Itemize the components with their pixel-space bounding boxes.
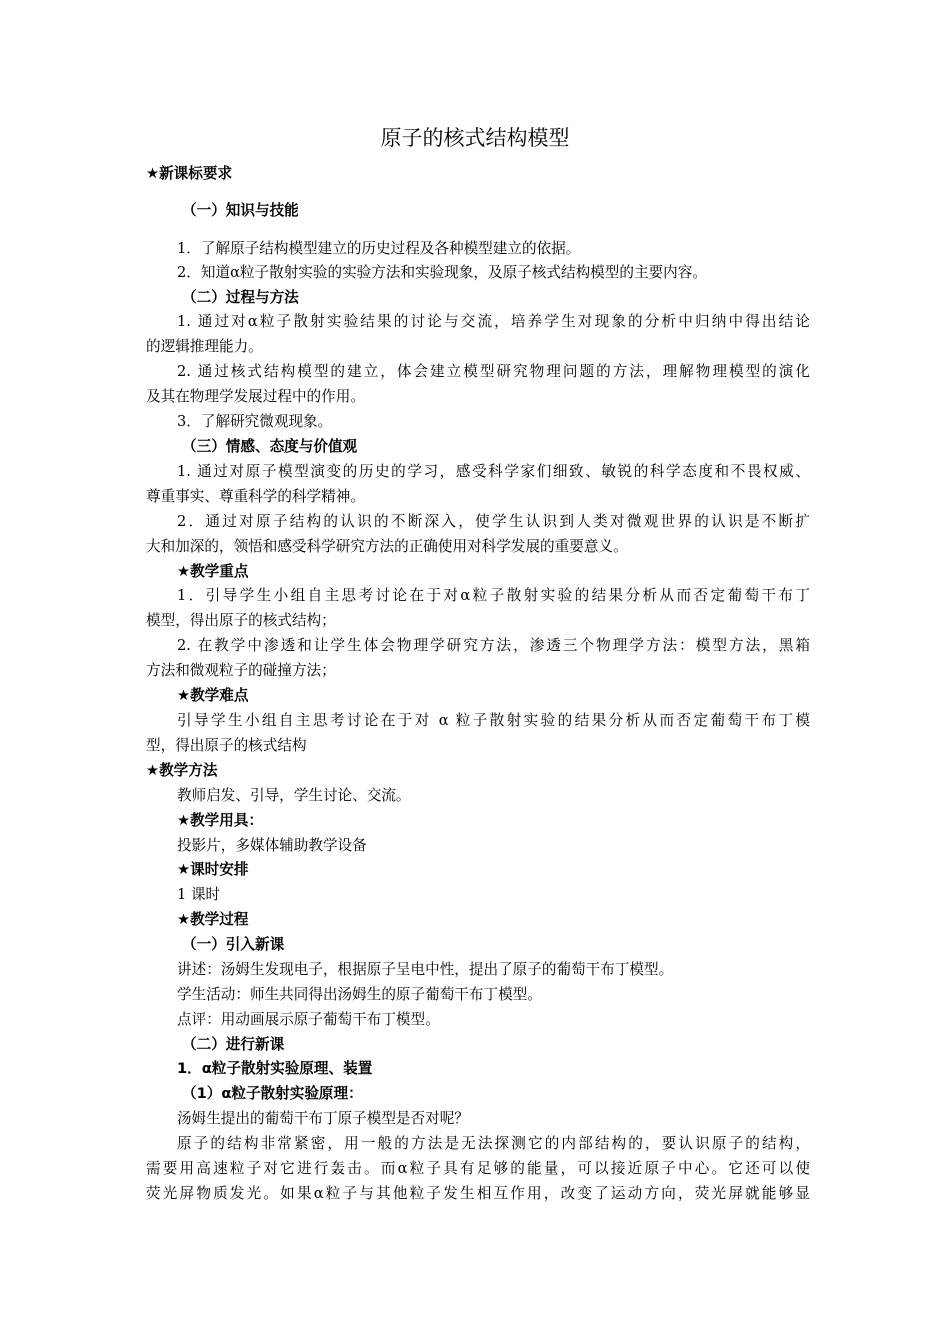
subheading-principle: （1）α粒子散射实验原理： bbox=[182, 1085, 363, 1102]
paragraph-line: 荧光屏物质发光。如果α粒子与其他粒子发生相互作用，改变了运动方向，荧光屏就能够显 bbox=[146, 1185, 810, 1202]
subheading-process: （二）过程与方法 bbox=[182, 289, 299, 306]
paragraph-line: 1．引导学生小组自主思考讨论在于对α粒子散射实验的结果分析从而否定葡萄干布丁 bbox=[177, 587, 810, 604]
paragraph-line: 模型，得出原子的核式结构； bbox=[146, 612, 336, 629]
subheading-knowledge: （一）知识与技能 bbox=[182, 202, 299, 219]
document-title: 原子的核式结构模型 bbox=[380, 126, 570, 150]
paragraph-line: 2．通过对原子结构的认识的不断深入，使学生认识到人类对微观世界的认识是不断扩 bbox=[177, 513, 810, 530]
heading-standards: ★新课标要求 bbox=[146, 165, 233, 182]
paragraph-line: 1．了解原子结构模型建立的历史过程及各种模型建立的依据。 bbox=[177, 240, 581, 257]
paragraph-line: 1. 通过对α粒子散射实验结果的讨论与交流，培养学生对现象的分析中归纳中得出结论 bbox=[177, 313, 810, 330]
subheading-new-lesson: （二）进行新课 bbox=[182, 1036, 285, 1053]
paragraph-line: 学生活动：师生共同得出汤姆生的原子葡萄干布丁模型。 bbox=[177, 986, 542, 1003]
paragraph-line: 2. 在教学中渗透和让学生体会物理学研究方法，渗透三个物理学方法：模型方法，黑箱 bbox=[177, 637, 810, 654]
paragraph-line: 2．知道α粒子散射实验的实验方法和实验现象，及原子核式结构模型的主要内容。 bbox=[177, 264, 707, 281]
paragraph-line: 引导学生小组自主思考讨论在于对 α 粒子散射实验的结果分析从而否定葡萄干布丁模 bbox=[177, 712, 810, 729]
subheading-introduction: （一）引入新课 bbox=[182, 936, 285, 953]
heading-process: ★教学过程 bbox=[177, 911, 249, 928]
paragraph-line: 教师启发、引导，学生讨论、交流。 bbox=[177, 787, 411, 804]
paragraph-line: 原子的结构非常紧密，用一般的方法是无法探测它的内部结构的，要认识原子的结构， bbox=[177, 1135, 810, 1152]
paragraph-line: 大和加深的，领悟和感受科学研究方法的正确使用对科学发展的重要意义。 bbox=[146, 538, 628, 555]
paragraph-line: 尊重事实、尊重科学的科学精神。 bbox=[146, 488, 365, 505]
subheading-experiment: 1．α粒子散射实验原理、装置 bbox=[177, 1060, 373, 1077]
heading-schedule: ★课时安排 bbox=[177, 861, 249, 878]
paragraph-line: 方法和微观粒子的碰撞方法； bbox=[146, 662, 336, 679]
paragraph-line: 点评：用动画展示原子葡萄干布丁模型。 bbox=[177, 1011, 440, 1028]
paragraph-line: 3．了解研究微观现象。 bbox=[177, 413, 333, 430]
heading-tools: ★教学用具： bbox=[177, 812, 264, 829]
subheading-values: （三）情感、态度与价值观 bbox=[182, 438, 358, 455]
heading-difficulties: ★教学难点 bbox=[177, 687, 249, 704]
paragraph-line: 1. 通过对原子模型演变的历史的学习，感受科学家们细致、敏锐的科学态度和不畏权威、 bbox=[177, 463, 810, 480]
paragraph-line: 汤姆生提出的葡萄干布丁原子模型是否对呢？ bbox=[177, 1110, 469, 1127]
heading-key-points: ★教学重点 bbox=[177, 563, 249, 580]
paragraph-line: 投影片，多媒体辅助教学设备 bbox=[177, 837, 367, 854]
paragraph-line: 1 课时 bbox=[177, 886, 221, 903]
paragraph-line: 型，得出原子的核式结构 bbox=[146, 737, 307, 754]
paragraph-line: 及其在物理学发展过程中的作用。 bbox=[146, 388, 365, 405]
paragraph-line: 2. 通过核式结构模型的建立，体会建立模型研究物理问题的方法，理解物理模型的演化 bbox=[177, 363, 810, 380]
paragraph-line: 讲述：汤姆生发现电子，根据原子呈电中性，提出了原子的葡萄干布丁模型。 bbox=[177, 961, 674, 978]
paragraph-line: 的逻辑推理能力。 bbox=[146, 338, 263, 355]
heading-methods: ★教学方法 bbox=[146, 762, 218, 779]
paragraph-line: 需要用高速粒子对它进行轰击。而α粒子具有足够的能量，可以接近原子中心。它还可以使 bbox=[146, 1160, 810, 1177]
